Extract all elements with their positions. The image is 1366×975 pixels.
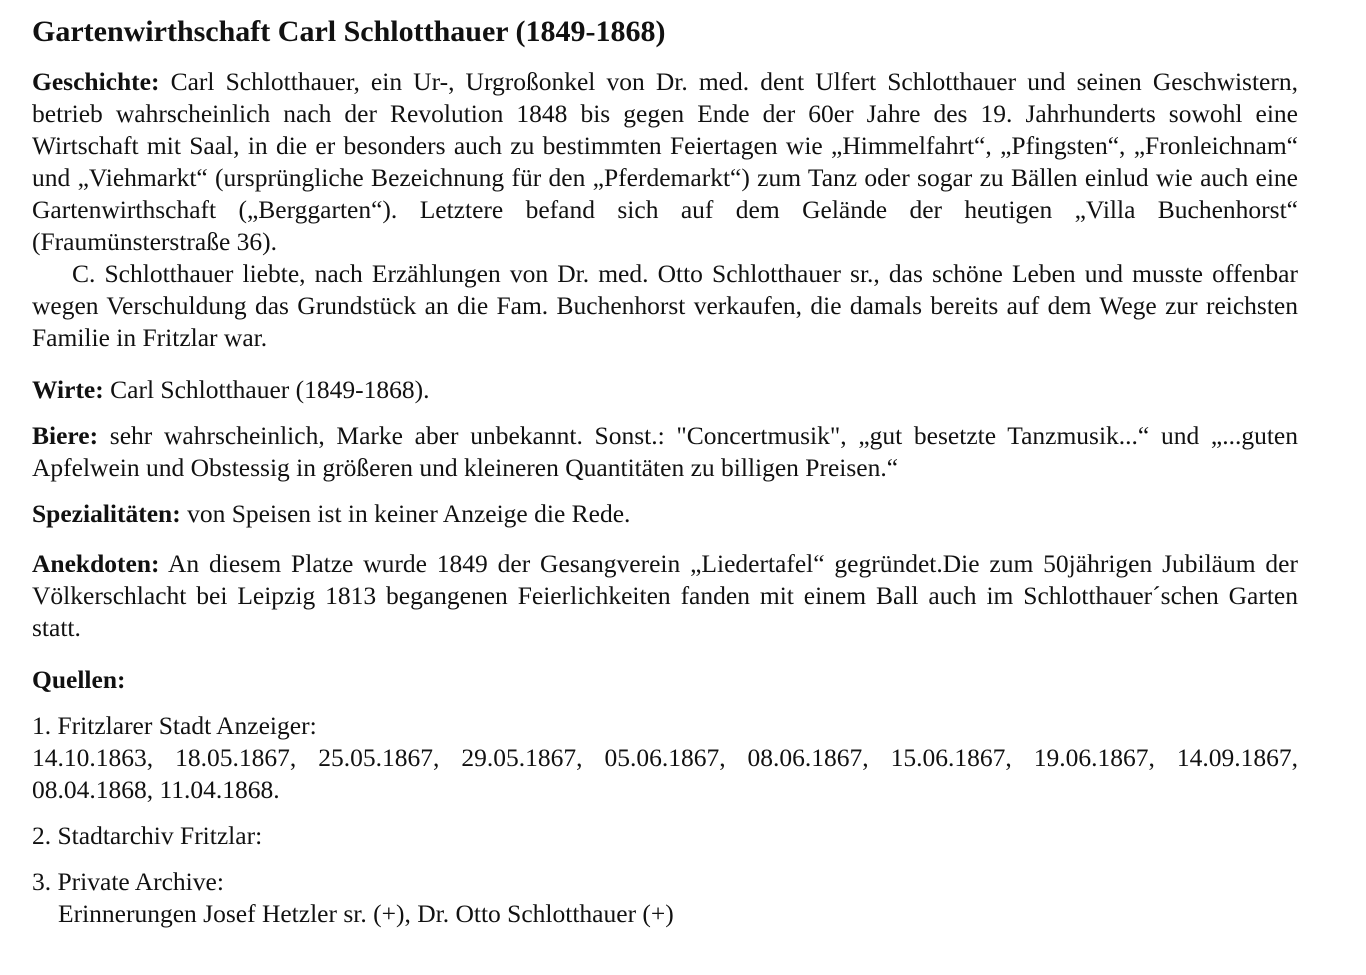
wirte-text: Carl Schlotthauer (1849-1868).	[103, 375, 430, 404]
anekdoten-label: Anekdoten:	[32, 549, 160, 578]
source-item-2	[32, 820, 1298, 852]
page-title: Gartenwirthschaft Carl Schlotthauer (1849-1868)	[32, 15, 666, 48]
section-quellen	[32, 664, 1298, 930]
biere-label: Biere:	[32, 421, 99, 450]
spezialitaeten-label: Spezialitäten:	[32, 499, 181, 528]
biere-paragraph	[32, 420, 1298, 484]
document-page	[32, 14, 1298, 930]
section-geschichte	[32, 66, 1298, 354]
geschichte-paragraph-2: C. Schlotthauer liebte, nach Erzählungen von Dr. med. Otto Schlotthauer sr., das schöne Leben und musste offenbar wegen Verschuldung das Grundstück an die Fam. Buchenhorst verkaufen, die damals bereits auf dem Wege zur reichsten Familie in Fritzlar war.	[32, 259, 1298, 352]
spezialitaeten-paragraph	[32, 498, 1298, 530]
geschichte-text: Carl Schlotthauer, ein Ur-, Urgroßonkel von Dr. med. dent Ulfert Schlotthauer und seinen Geschwistern, betrieb wahrscheinlich nach der Revolution 1848 bis gegen Ende der 60er Jahre des 19. Jahrhunderts sowohl eine Wirtschaft mit Saal, in die er besonders auch zu bestimmten Feiertagen wie „Himmelfahrt“, „Pfingsten“, „Fronleichnam“ und „Viehmarkt“ (ursprüngliche Bezeichnung für den „Pferdemarkt“) zum Tanz oder sogar zu Bällen einlud wie auch eine Gartenwirthschaft („Berggarten“). Letztere befand sich auf dem Gelände der heutigen „Villa Buchenhorst“ (Fraumünsterstraße 36).	[32, 67, 1298, 256]
source-3-sub: Erinnerungen Josef Hetzler sr. (+), Dr. Otto Schlotthauer (+)	[58, 899, 674, 928]
geschichte-label: Geschichte:	[32, 67, 160, 96]
source-1-head: 1. Fritzlarer Stadt Anzeiger:	[32, 711, 317, 740]
quellen-label: Quellen:	[32, 665, 126, 694]
source-1-dates-line-1: 14.10.1863, 18.05.1867, 25.05.1867, 29.05.1867, 05.06.1867, 08.06.1867, 15.06.1867, 19.06.1867, 14.09.1867,	[32, 743, 1298, 772]
spezialitaeten-text: von Speisen ist in keiner Anzeige die Rede.	[180, 499, 631, 528]
geschichte-paragraph	[32, 66, 1298, 258]
source-3-head: 3. Private Archive:	[32, 867, 224, 896]
anekdoten-text: An diesem Platze wurde 1849 der Gesangverein „Liedertafel“ gegründet.Die zum 50jährigen Jubiläum der Völkerschlacht bei Leipzig 1813 begangenen Feierlichkeiten fanden mit einem Ball auch im Schlotthauer´schen Garten statt.	[32, 549, 1298, 642]
wirte-label: Wirte:	[32, 375, 104, 404]
source-item-1	[32, 710, 1298, 806]
source-1-dates-line-2: 08.04.1868, 11.04.1868.	[32, 775, 280, 804]
biere-text: sehr wahrscheinlich, Marke aber unbekannt. Sonst.: "Concertmusik", „gut besetzte Tanzmusik...“ und „...guten Apfelwein und Obstessig in größeren und kleineren Quantitäten zu billigen Preisen.“	[32, 421, 1298, 482]
source-2-head: 2. Stadtarchiv Fritzlar:	[32, 821, 263, 850]
wirte-paragraph	[32, 374, 1298, 406]
source-item-3	[32, 866, 1298, 930]
anekdoten-paragraph	[32, 548, 1298, 644]
